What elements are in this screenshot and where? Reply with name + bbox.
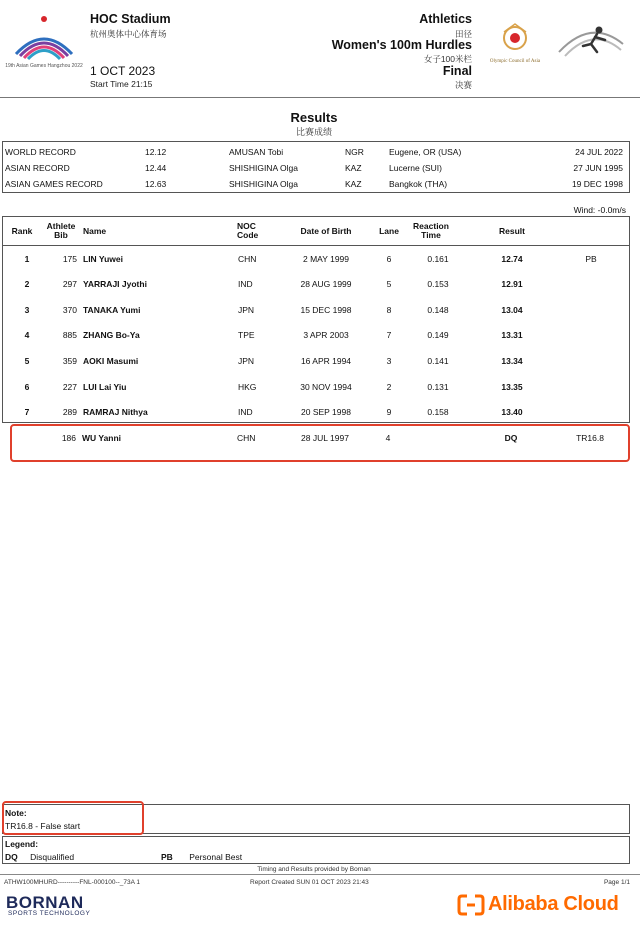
lane-cell: 5 [386, 279, 392, 289]
start-time: Start Time 21:15 [90, 79, 153, 89]
lane-cell: 9 [386, 407, 392, 417]
reaction-cell: 0.161 [427, 254, 449, 264]
reaction-cell: 0.153 [427, 279, 449, 289]
rank-cell: 5 [24, 356, 30, 366]
col-name: Name [83, 226, 107, 236]
bib-cell: 186 [61, 433, 76, 443]
record-noc: KAZ [345, 163, 362, 173]
bib-cell: 885 [62, 330, 77, 340]
col-dob: Date of Birth [300, 226, 352, 236]
legend-item [5, 852, 74, 862]
bib-cell: 359 [62, 356, 77, 366]
name-cell: YARRAJI Jyothi [83, 279, 147, 289]
noc-cell: IND [238, 279, 253, 289]
notes-cell: PB [585, 254, 597, 264]
record-date: 27 JUN 1995 [573, 163, 623, 173]
col-noc: NOC Code [237, 221, 259, 240]
report-code: ATHW100MHURD----------FNL-000100--_73A 1 [4, 879, 141, 886]
result-cell: 12.74 [501, 254, 523, 264]
timing-credit: Timing and Results provided by Bornan [257, 866, 371, 873]
alibaba-cloud-logo: Alibaba Cloud [488, 893, 619, 915]
results-title: Results [290, 110, 338, 125]
name-cell: LIN Yuwei [83, 254, 123, 264]
rank-cell: 3 [24, 305, 30, 315]
rank-cell: 2 [24, 279, 30, 289]
rank-cell: 1 [24, 254, 30, 264]
record-mark: 12.12 [145, 147, 167, 157]
dob-cell: 2 MAY 1999 [303, 254, 349, 264]
table-row [3, 322, 629, 347]
table-row [3, 374, 629, 399]
reaction-cell: 0.149 [427, 330, 449, 340]
noc-cell: JPN [238, 356, 255, 366]
record-place: Eugene, OR (USA) [389, 147, 462, 157]
results-table [2, 216, 630, 423]
legend-item [161, 852, 242, 862]
rank-cell: 6 [24, 382, 30, 392]
record-date: 24 JUL 2022 [575, 147, 623, 157]
note-title: Note: [5, 808, 27, 818]
table-row [3, 348, 629, 373]
oca-logo-text: Olympic Council of Asia [489, 59, 541, 64]
record-mark: 12.63 [145, 179, 167, 189]
dob-cell: 15 DEC 1998 [300, 305, 352, 315]
name-cell: WU Yanni [82, 433, 122, 443]
event-name: Women's 100m Hurdles [331, 38, 472, 52]
reaction-cell: 0.141 [427, 356, 449, 366]
hz-logo-text: 19th Asian Games Hangzhou 2022 [5, 63, 83, 69]
record-holder: SHISHIGINA Olga [229, 179, 298, 189]
col-rank: Rank [11, 226, 33, 236]
result-cell: 13.35 [501, 382, 523, 392]
reaction-cell: 0.131 [427, 382, 449, 392]
record-row [3, 176, 629, 192]
noc-cell: TPE [238, 330, 255, 340]
legend-box [2, 836, 630, 864]
record-place: Lucerne (SUI) [389, 163, 442, 173]
col-result: Result [499, 226, 525, 236]
footer-divider [0, 874, 640, 875]
sport-name-cn: 田径 [454, 29, 472, 39]
lane-cell: 2 [386, 382, 392, 392]
bib-cell: 175 [62, 254, 77, 264]
records-table [2, 141, 630, 193]
header-divider [0, 97, 640, 98]
hangzhou-games-logo [5, 14, 83, 78]
legend-code: DQ [5, 852, 18, 862]
reaction-cell: 0.158 [427, 407, 449, 417]
bib-cell: 297 [62, 279, 77, 289]
result-cell: 13.34 [501, 356, 523, 366]
bornan-logo: BORNAN [6, 893, 84, 912]
col-lane: Lane [379, 226, 399, 236]
reaction-cell: 0.148 [427, 305, 449, 315]
legend-text: Personal Best [189, 852, 243, 862]
venue-name-cn: 杭州奥体中心体育场 [90, 29, 167, 39]
page-number: Page 1/1 [603, 879, 630, 886]
record-holder: AMUSAN Tobi [229, 147, 284, 157]
legend-code: PB [161, 852, 173, 862]
noc-cell: CHN [237, 433, 256, 443]
report-created: Report Created SUN 01 OCT 2023 21:43 [250, 879, 369, 886]
table-row [3, 246, 629, 271]
note-text: TR16.8 - False start [5, 821, 81, 831]
result-cell: 13.40 [501, 407, 523, 417]
dob-cell: 16 APR 1994 [300, 356, 352, 366]
record-date: 19 DEC 1998 [571, 179, 623, 189]
noc-cell: JPN [238, 305, 255, 315]
noc-cell: CHN [238, 254, 257, 264]
dob-cell: 30 NOV 1994 [300, 382, 352, 392]
phase-name: Final [442, 64, 472, 78]
name-cell: AOKI Masumi [83, 356, 139, 366]
table-row [3, 399, 629, 424]
record-place: Bangkok (THA) [389, 179, 448, 189]
record-noc: NGR [345, 147, 364, 157]
name-cell: LUI Lai Yiu [83, 382, 127, 392]
phase-name-cn: 决赛 [454, 80, 472, 90]
noc-cell: IND [238, 407, 253, 417]
bornan-tagline: SPORTS TECHNOLOGY [8, 910, 91, 917]
dob-cell: 3 APR 2003 [303, 330, 349, 340]
dob-cell: 20 SEP 1998 [301, 407, 351, 417]
lane-cell: 6 [386, 254, 392, 264]
col-reaction: Reaction Time [413, 221, 449, 240]
table-row [3, 297, 629, 322]
notes-cell: TR16.8 [576, 433, 604, 443]
result-cell: 12.91 [501, 279, 523, 289]
dq-row-highlight [10, 424, 630, 462]
event-date: 1 OCT 2023 [90, 64, 156, 78]
event-name-cn: 女子100米栏 [423, 54, 472, 64]
sport-name: Athletics [419, 12, 472, 26]
name-cell: TANAKA Yumi [83, 305, 141, 315]
record-noc: KAZ [345, 179, 362, 189]
name-cell: RAMRAJ Nithya [83, 407, 148, 417]
bib-cell: 370 [62, 305, 77, 315]
lane-cell: 4 [385, 433, 391, 443]
alibaba-cloud-icon [458, 894, 484, 916]
dob-cell: 28 AUG 1999 [300, 279, 352, 289]
record-row [3, 144, 629, 160]
bib-cell: 227 [62, 382, 77, 392]
dob-cell: 28 JUL 1997 [301, 433, 349, 443]
venue-name: HOC Stadium [90, 12, 171, 26]
name-cell: ZHANG Bo-Ya [83, 330, 140, 340]
rank-cell: 4 [24, 330, 30, 340]
record-label: ASIAN GAMES RECORD [5, 179, 103, 189]
col-bib: Athlete Bib [46, 221, 76, 240]
result-cell: 13.04 [501, 305, 523, 315]
results-title-cn: 比赛成绩 [295, 127, 332, 137]
record-holder: SHISHIGINA Olga [229, 163, 298, 173]
bib-cell: 289 [62, 407, 77, 417]
lane-cell: 7 [386, 330, 392, 340]
legend-title: Legend: [5, 839, 39, 849]
wind-reading: Wind: -0.0m/s [573, 205, 626, 215]
record-row [3, 160, 629, 176]
legend-text: Disqualified [30, 852, 75, 862]
record-label: WORLD RECORD [5, 147, 76, 157]
athletics-pictogram-icon [555, 22, 627, 62]
record-label: ASIAN RECORD [5, 163, 70, 173]
oca-logo [482, 22, 548, 68]
note-highlight [2, 801, 144, 835]
record-mark: 12.44 [145, 163, 167, 173]
table-row [3, 271, 629, 296]
rank-cell: 7 [24, 407, 30, 417]
lane-cell: 3 [386, 356, 392, 366]
result-cell: DQ [504, 433, 518, 443]
lane-cell: 8 [386, 305, 392, 315]
result-cell: 13.31 [501, 330, 523, 340]
noc-cell: HKG [238, 382, 257, 392]
